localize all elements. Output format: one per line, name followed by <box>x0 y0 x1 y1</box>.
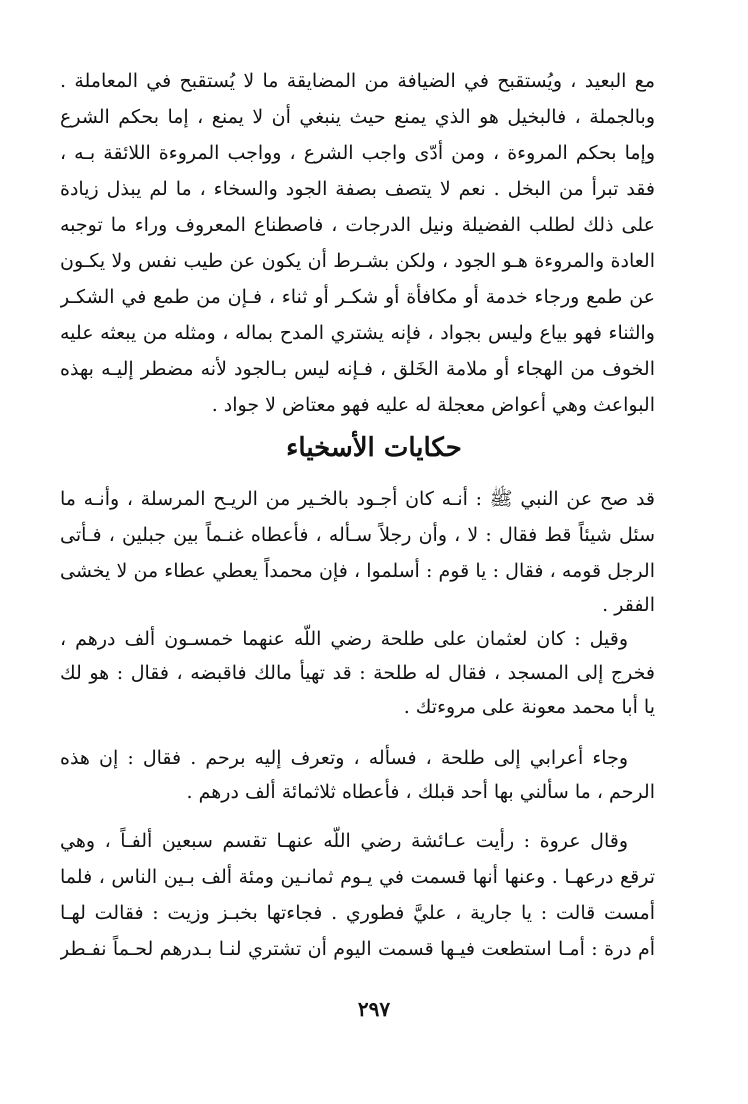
text-line: ترقع درعهـا . وعنها أنها قسمت في يـوم ثمانـين ومئة ألف بـين الناس ، فلما <box>60 866 655 888</box>
text-line: فقد تبرأ من البخل . نعم لا يتصف بصفة الجود والسخاء ، ما لم يبذل زيادة <box>60 178 655 200</box>
text-line: عن طمع ورجاء خدمة أو مكافأة أو شكـر أو ثناء ، فـإن من طمع في الشكـر <box>60 286 655 308</box>
text-line: يا أبا محمد معونة على مروءتك . <box>403 696 655 718</box>
text-line: سئل شيئاً قط فقال : لا ، وأن رجلاً سـأله ، فأعطاه غنـماً بين جبلين ، فـأتى <box>60 524 655 546</box>
text-line: وجاء أعرابي إلى طلحة ، فسأله ، وتعرف إليه برحم . فقال : إن هذه <box>60 747 628 769</box>
text-line: وقيل : كان لعثمان على طلحة رضي اللّه عنهما خمسـون ألف درهم ، <box>60 628 628 650</box>
text-line: مع البعيد ، ويُستقبح في الضيافة من المضايقة ما لا يُستقبح في المعاملة . <box>60 70 655 92</box>
text-line: فخرج إلى المسجد ، فقال له طلحة : قد تهيأ مالك فاقبضه ، فقال : هو لك <box>60 662 655 684</box>
text-line: على ذلك لطلب الفضيلة ونيل الدرجات ، فاصطناع المعروف وراء ما توجبه <box>60 214 655 236</box>
text-line: أمست قالت : يا جارية ، عليَّ فطوري . فجاءتها بخبـز وزيت : فقالت لهـا <box>60 902 655 924</box>
text-line: الخوف من الهجاء أو ملامة الخَلق ، فـإنه ليس بـالجود لأنه مضطر إليـه بهذه <box>60 358 655 380</box>
text-line: وبالجملة ، فالبخيل هو الذي يمنع حيث ينبغي أن لا يمنع ، إما بحكم الشرع <box>60 106 655 128</box>
page-number: ٢٩٧ <box>357 997 391 1021</box>
text-line: العادة والمروءة هـو الجود ، ولكن بشـرط أن يكون عن طيب نفس ولا يكـون <box>60 250 655 272</box>
text-line: وإما بحكم المروءة ، ومن أدّى واجب الشرع ، وواجب المروءة اللائقة بـه ، <box>60 142 655 164</box>
text-line: البواعث وهي أعواض معجلة له عليه فهو معتاض لا جواد . <box>211 394 655 416</box>
text-line: الرجل قومه ، فقال : يا قوم : أسلموا ، فإن محمداً يعطي عطاء من لا يخشى <box>60 560 655 582</box>
text-line: قد صح عن النبي ﷺ : أنـه كان أجـود بالخـير من الريـح المرسلة ، وأنـه ما <box>60 488 655 510</box>
section-heading: حكايات الأسخياء <box>286 433 462 463</box>
text-line: الفقر . <box>602 594 655 616</box>
text-line: والثناء فهو بياع وليس بجواد ، فإنه يشتري المدح بماله ، ومثله من يبعثه عليه <box>60 322 655 344</box>
text-line: الرحم ، ما سألني بها أحد قبلك ، فأعطاه ثلاثمائة ألف درهم . <box>186 781 655 803</box>
text-line: وقال عروة : رأيت عـائشة رضي اللّه عنهـا تقسم سبعين ألفـاً ، وهي <box>60 830 628 852</box>
text-line: أم درة : أمـا استطعت فيـها قسمت اليوم أن تشتري لنـا بـدرهم لحـماً نفـطر <box>60 938 655 960</box>
